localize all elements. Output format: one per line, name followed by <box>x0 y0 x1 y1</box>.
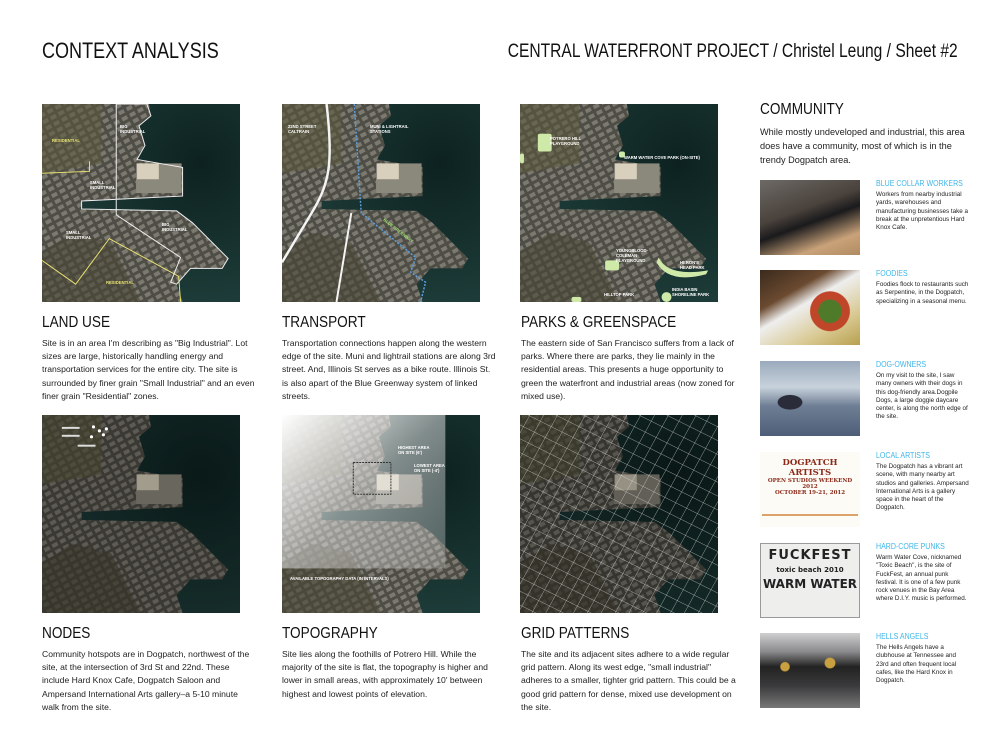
item-body: Workers from nearby industrial yards, warehouses and manufacturing businesses take a break at the unpretentious Hard Knox Cafe. <box>876 191 969 232</box>
community-title: COMMUNITY <box>760 101 844 118</box>
community-item <box>760 361 970 441</box>
map-label: BLUE GREENWAY <box>382 217 415 244</box>
node-marker <box>98 429 101 432</box>
section-topography <box>282 625 497 701</box>
section-title: TOPOGRAPHY <box>282 625 378 642</box>
grid-patterns-map <box>520 415 718 613</box>
poster-text: OPEN STUDIOS WEEKEND 2012 <box>767 478 853 490</box>
item-title: HARD-CORE PUNKS <box>876 542 945 551</box>
section-title: TRANSPORT <box>282 314 366 331</box>
map-label: POTRERO HILL PLAYGROUND <box>550 136 582 146</box>
section-title: NODES <box>42 625 91 642</box>
aerial-map-image <box>282 415 480 613</box>
poster-fuckfest <box>760 543 860 618</box>
item-title: FOODIES <box>876 269 908 278</box>
photo-dog-owner <box>760 361 860 436</box>
map-label: 22ND STREET CALTRAIN <box>288 124 317 134</box>
section-body: Site lies along the foothills of Potrero Hill. While the majority of the site is flat, the topography is higher and lower in small areas, with approximately 10' between highest and lowest points of elevation. <box>282 649 488 699</box>
aerial-map-image <box>42 415 240 613</box>
map-label: SMALL INDUSTRIAL <box>66 230 92 240</box>
section-body: Community hotspots are in Dogpatch, northwest of the site, at the intersection of 3rd St and 22nd. These include Hard Knox Cafe, Dogpatch Saloon and Ampersand International Arts gallery–a 5-10 minute walk from the site. <box>42 649 250 712</box>
item-title: DOG-OWNERS <box>876 360 927 369</box>
map-label: HERON'S HEAD PARK <box>680 260 705 270</box>
community-item <box>760 543 970 623</box>
section-nodes <box>42 625 257 714</box>
topography-overlay <box>282 415 445 568</box>
item-title: HELLS ANGELS <box>876 632 929 641</box>
item-title: BLUE COLLAR WORKERS <box>876 179 963 188</box>
section-title: GRID PATTERNS <box>521 625 630 642</box>
section-body: Site is in an area I'm describing as "Big Industrial". Lot sizes are large, historically handling energy and transportation services for the entire city. The site is surrounded by finer grain "Small Industrial" and an even finer grain "Residential" zones. <box>42 338 255 401</box>
map-label: RESIDENTIAL <box>52 138 80 143</box>
map-label: INDIA BASIN SHORELINE PARK <box>672 287 710 297</box>
poster-text: OCTOBER 19-21, 2012 <box>774 490 846 496</box>
project-subtitle: CENTRAL WATERFRONT PROJECT / Christel Leung / Sheet #2 <box>508 41 958 62</box>
section-transport <box>282 314 497 403</box>
item-body: The Dogpatch has a vibrant art scene, with many nearby art studios and galleries. Ampersand International Arts is a gallery space in the heart of the Dogpatch. <box>876 463 969 512</box>
map-label: SMALL INDUSTRIAL <box>90 180 116 190</box>
community-panel <box>760 101 970 167</box>
topography-map <box>282 415 480 613</box>
photo-food <box>760 270 860 345</box>
poster-text: FUCKFEST <box>768 548 852 563</box>
land-use-map <box>42 104 240 302</box>
poster-text: toxic beach 2010 <box>776 566 844 574</box>
photo-workers <box>760 180 860 255</box>
community-intro: While mostly undeveloped and industrial, this area does have a community, most of which is in the trendy Dogpatch area. <box>760 127 965 165</box>
node-marker <box>102 433 105 436</box>
park <box>520 154 524 164</box>
transport-map <box>282 104 480 302</box>
section-title: PARKS & GREENSPACE <box>521 314 677 331</box>
section-land-use <box>42 314 257 403</box>
item-body: Foodies flock to restaurants such as Serpentine, in the Dogpatch, specializing in a seasonal menu. <box>876 281 969 305</box>
map-label: BIG INDUSTRIAL <box>162 222 188 232</box>
map-label: HILLTOP PARK <box>604 292 635 297</box>
community-item <box>760 180 970 260</box>
map-label: AVAILABLE TOPOGRAPHY DATA (IN INTERVALS) <box>290 576 389 581</box>
section-body: Transportation connections happen along the western edge of the site. Muni and lightrail stations are along 3rd street. And, Illinois St serves as a bike route. Illinois St. is also apart of the Blue Greenway system of linked streets. <box>282 338 496 401</box>
poster-text: DOGPATCH ARTISTS <box>782 458 838 478</box>
map-label: MUNI & LIGHTRAIL STATIONS <box>370 124 409 134</box>
section-body: The site and its adjacent sites adhere to a wide regular grid pattern. Along its west edge, "small industrial" adheres to a smaller, tighter grid pattern. This could be a good grid pattern for dense, mixed use development on the site. <box>521 649 736 712</box>
map-label: RESIDENTIAL <box>106 280 134 285</box>
aerial-map-image <box>520 415 718 613</box>
park <box>571 297 581 302</box>
node-marker <box>105 427 108 430</box>
section-body: The eastern side of San Francisco suffers from a lack of parks. Where there are parks, they lie mainly in the residential areas. This presents a huge opportunity to green the waterfront and industrial areas (now zoned for mixed use). <box>521 338 735 401</box>
parks-map <box>520 104 718 302</box>
item-body: The Hells Angels have a clubhouse at Tennessee and 23rd and often frequent local cafes, like the Hard Knox in Dogpatch. <box>876 644 957 685</box>
map-label: YOUNGBLOOD- COLEMAN PLAYGROUND <box>616 248 648 263</box>
page-title: CONTEXT ANALYSIS <box>42 38 219 63</box>
poster-text: WARM WATER <box>762 577 858 591</box>
map-label: HIGHEST AREA ON SITE (6') <box>398 445 430 455</box>
node-marker <box>90 435 93 438</box>
park <box>662 292 672 302</box>
section-parks <box>521 314 736 403</box>
section-grid <box>521 625 736 714</box>
section-title: LAND USE <box>42 314 111 331</box>
item-title: LOCAL ARTISTS <box>876 451 930 460</box>
community-item <box>760 633 970 713</box>
map-label: WARM WATER COVE PARK (ON-SITE) <box>624 155 700 160</box>
poster-dogpatch-artists <box>760 452 860 527</box>
photo-hells-angels <box>760 633 860 708</box>
item-body: On my visit to the site, I saw many owners with their dogs in this dog-friendly area.Dogpile Dogs, a large doggie daycare center, is along the north edge of the site. <box>876 372 968 421</box>
community-item <box>760 452 970 532</box>
community-item <box>760 270 970 350</box>
map-label: BIG INDUSTRIAL <box>120 124 146 134</box>
item-body: Warm Water Cove, nicknamed "Toxic Beach", is the site of FuckFest, an annual punk festival. It is one of a few punk rock venues in the Bay Area where D.I.Y. music is performed. <box>876 554 967 603</box>
node-marker <box>92 425 95 428</box>
map-label: LOWEST AREA ON SITE (-4') <box>414 463 445 473</box>
aerial-map-image <box>520 104 718 302</box>
nodes-map <box>42 415 240 613</box>
